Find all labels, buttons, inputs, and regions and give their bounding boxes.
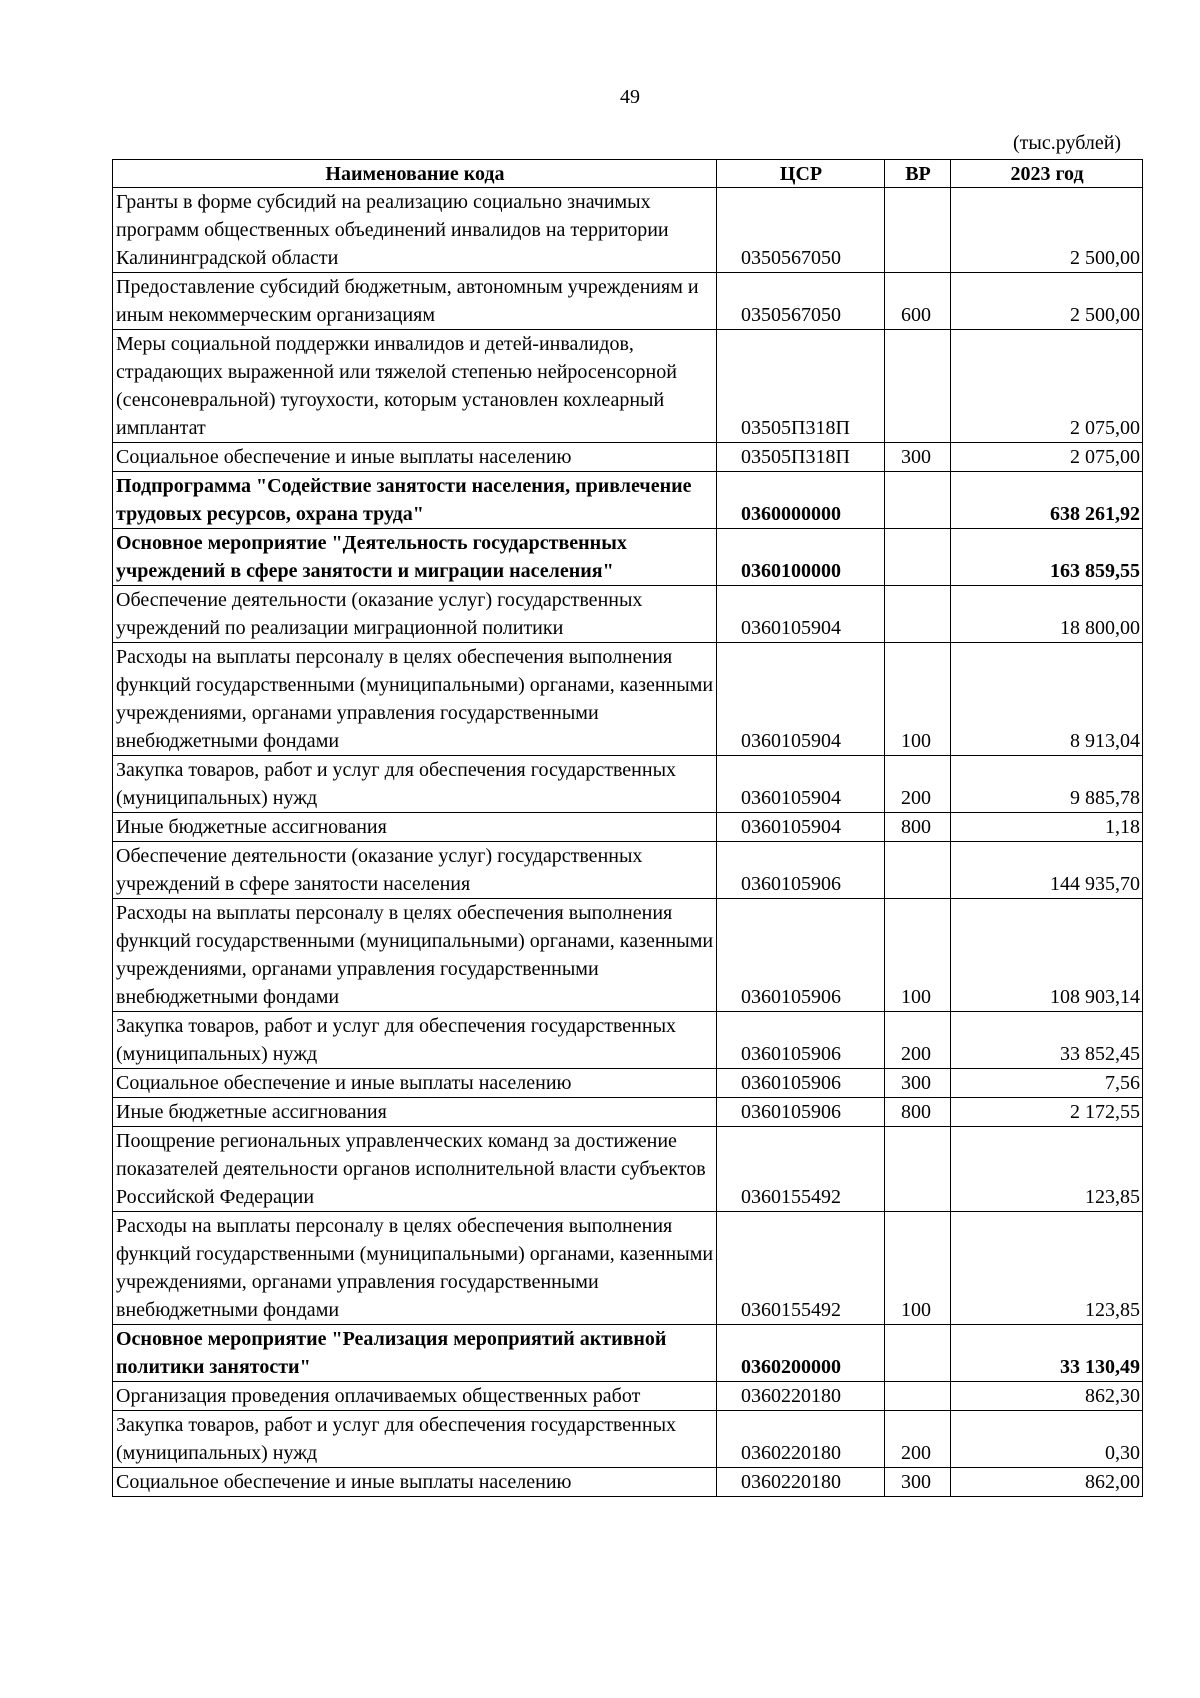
table-row [113,756,1143,813]
cell-vr [885,1382,951,1411]
table-row [113,842,1143,899]
table-row [113,1468,1143,1497]
cell-csr: 0360220180 [717,1468,885,1497]
cell-name: Закупка товаров, работ и услуг для обеспечения государственных (муниципальных) нужд [113,1012,717,1069]
header-csr: ЦСР [717,160,885,188]
cell-csr: 0360105904 [717,643,885,756]
table-row [113,443,1143,472]
cell-csr: 0360100000 [717,529,885,586]
cell-name: Социальное обеспечение и иные выплаты населению [113,1069,717,1098]
cell-vr [885,330,951,443]
table-row [113,643,1143,756]
cell-name: Закупка товаров, работ и услуг для обеспечения государственных (муниципальных) нужд [113,756,717,813]
cell-csr: 03505П318П [717,443,885,472]
cell-csr: 0360105904 [717,586,885,643]
cell-sum: 1,18 [951,813,1143,842]
table-row [113,472,1143,529]
cell-sum: 8 913,04 [951,643,1143,756]
table-row [113,1212,1143,1325]
cell-name: Обеспечение деятельности (оказание услуг) государственных учреждений в сфере занятости населения [113,842,717,899]
table-row [113,899,1143,1012]
cell-name: Поощрение региональных управленческих команд за достижение показателей деятельности органов исполнительной власти субъектов Российской Федерации [113,1127,717,1212]
cell-vr [885,1325,951,1382]
budget-table [112,159,1143,1497]
cell-vr: 300 [885,1468,951,1497]
cell-name: Закупка товаров, работ и услуг для обеспечения государственных (муниципальных) нужд [113,1411,717,1468]
cell-sum: 123,85 [951,1212,1143,1325]
cell-csr: 0360105904 [717,756,885,813]
cell-vr: 200 [885,1012,951,1069]
cell-sum: 33 852,45 [951,1012,1143,1069]
cell-name: Социальное обеспечение и иные выплаты населению [113,443,717,472]
cell-csr: 0360105906 [717,842,885,899]
cell-csr: 0360155492 [717,1127,885,1212]
cell-sum: 9 885,78 [951,756,1143,813]
cell-vr: 100 [885,643,951,756]
cell-sum: 163 859,55 [951,529,1143,586]
cell-vr: 800 [885,1098,951,1127]
table-row [113,1382,1143,1411]
table-row [113,1411,1143,1468]
cell-sum: 7,56 [951,1069,1143,1098]
cell-name: Организация проведения оплачиваемых общественных работ [113,1382,717,1411]
page-number: 49 [620,86,640,108]
table-row [113,1012,1143,1069]
table-row [113,188,1143,273]
cell-vr [885,188,951,273]
cell-csr: 0360105904 [717,813,885,842]
cell-csr: 0360155492 [717,1212,885,1325]
cell-name: Социальное обеспечение и иные выплаты населению [113,1468,717,1497]
table-header-row [113,160,1143,188]
cell-csr: 0360220180 [717,1382,885,1411]
cell-sum: 0,30 [951,1411,1143,1468]
cell-name: Основное мероприятие "Деятельность государственных учреждений в сфере занятости и миграции населения" [113,529,717,586]
cell-name: Основное мероприятие "Реализация мероприятий активной политики занятости" [113,1325,717,1382]
cell-vr: 100 [885,899,951,1012]
cell-vr [885,586,951,643]
cell-name: Иные бюджетные ассигнования [113,813,717,842]
cell-name: Расходы на выплаты персоналу в целях обеспечения выполнения функций государственными (муниципальными) органами, казенными учреждениями, органами управления государственными внебюджетными фондами [113,643,717,756]
cell-sum: 862,00 [951,1468,1143,1497]
cell-sum: 638 261,92 [951,472,1143,529]
header-vr: ВР [885,160,951,188]
cell-csr: 0360220180 [717,1411,885,1468]
cell-vr [885,842,951,899]
cell-csr: 0350567050 [717,188,885,273]
cell-sum: 2 500,00 [951,273,1143,330]
cell-vr: 100 [885,1212,951,1325]
cell-sum: 2 075,00 [951,330,1143,443]
cell-csr: 03505П318П [717,330,885,443]
table-row [113,330,1143,443]
cell-vr: 300 [885,1069,951,1098]
cell-vr: 300 [885,443,951,472]
cell-sum: 2 500,00 [951,188,1143,273]
cell-name: Иные бюджетные ассигнования [113,1098,717,1127]
table-row [113,1098,1143,1127]
table-row [113,813,1143,842]
cell-sum: 2 075,00 [951,443,1143,472]
cell-vr [885,529,951,586]
cell-name: Предоставление субсидий бюджетным, автономным учреждениям и иным некоммерческим организациям [113,273,717,330]
cell-vr [885,1127,951,1212]
header-sum: 2023 год [951,160,1143,188]
cell-csr: 0360105906 [717,1069,885,1098]
cell-sum: 123,85 [951,1127,1143,1212]
cell-csr: 0350567050 [717,273,885,330]
cell-name: Обеспечение деятельности (оказание услуг) государственных учреждений по реализации миграционной политики [113,586,717,643]
cell-sum: 33 130,49 [951,1325,1143,1382]
table-row [113,273,1143,330]
table-body [113,188,1143,1497]
cell-name: Подпрограмма "Содействие занятости населения, привлечение трудовых ресурсов, охрана труда" [113,472,717,529]
table-row [113,1325,1143,1382]
cell-vr: 200 [885,1411,951,1468]
table-row [113,1127,1143,1212]
cell-name: Меры социальной поддержки инвалидов и детей-инвалидов, страдающих выраженной или тяжелой степенью нейросенсорной (сенсоневральной) тугоухости, которым установлен кохлеарный имплантат [113,330,717,443]
header-name: Наименование кода [113,160,717,188]
cell-sum: 18 800,00 [951,586,1143,643]
table-row [113,586,1143,643]
cell-vr [885,472,951,529]
cell-csr: 0360105906 [717,899,885,1012]
cell-csr: 0360105906 [717,1098,885,1127]
cell-csr: 0360105906 [717,1012,885,1069]
cell-vr: 200 [885,756,951,813]
cell-sum: 144 935,70 [951,842,1143,899]
cell-name: Гранты в форме субсидий на реализацию социально значимых программ общественных объединений инвалидов на территории Калининградской области [113,188,717,273]
cell-vr: 600 [885,273,951,330]
cell-name: Расходы на выплаты персоналу в целях обеспечения выполнения функций государственными (муниципальными) органами, казенными учреждениями, органами управления государственными внебюджетными фондами [113,899,717,1012]
table-row [113,529,1143,586]
cell-vr: 800 [885,813,951,842]
units-label: (тыс.рублей) [1013,132,1122,154]
cell-sum: 2 172,55 [951,1098,1143,1127]
cell-csr: 0360000000 [717,472,885,529]
cell-sum: 862,30 [951,1382,1143,1411]
cell-name: Расходы на выплаты персоналу в целях обеспечения выполнения функций государственными (муниципальными) органами, казенными учреждениями, органами управления государственными внебюджетными фондами [113,1212,717,1325]
table-row [113,1069,1143,1098]
cell-csr: 0360200000 [717,1325,885,1382]
cell-sum: 108 903,14 [951,899,1143,1012]
